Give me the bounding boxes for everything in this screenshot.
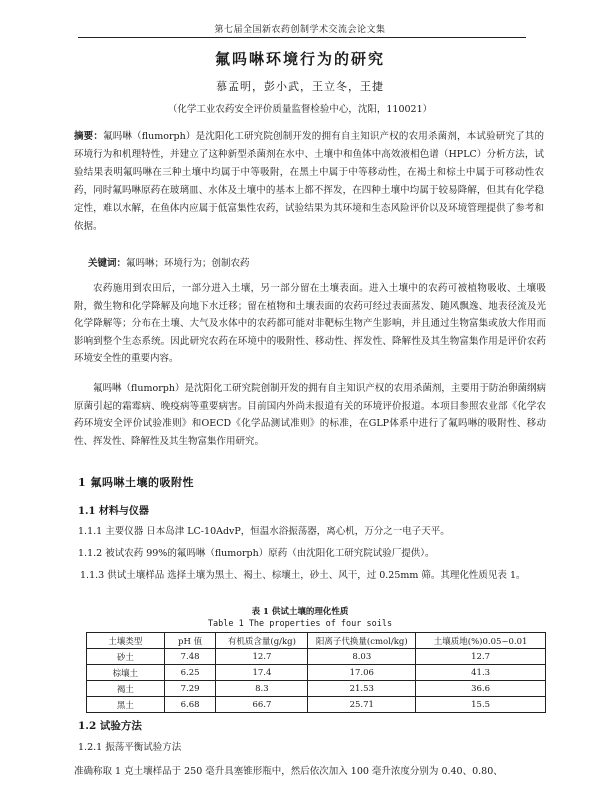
table-header-cell: 有机质含量(g/kg)	[216, 633, 308, 649]
table-caption-cn: 表 1 供试土壤的理化性质	[251, 607, 349, 617]
table-cell: 6.25	[164, 665, 216, 681]
intro-paragraph: 农药施用到农田后，一部分进入土壤，另一部分留在土壤表面。进入土壤中的农药可被植物吸收、土壤吸附，微生物和化学降解及向地下水迁移；留在植物和土壤表面的农药可经过表面蒸发、随风飘逸、地表径流及光化学降解等；分布在土壤、大气及水体中的农药都可能对非靶标生物产生影响，并且通过生物富集或放大作用而影响到整个生态系统。因此研究农药在环境中的吸附性、移动性、挥发性、降解性及其生物富集作用是评价农药环境安全性的重要内容。	[74, 283, 546, 364]
table-cell: 12.7	[216, 649, 308, 665]
table-cell: 8.3	[216, 681, 308, 697]
table-cell: 17.4	[216, 665, 308, 681]
paper-title: 氟吗啉环境行为的研究	[214, 50, 385, 68]
table-cell: 7.48	[164, 649, 216, 665]
table-header-cell: 阳离子代换量(cmol/kg)	[308, 633, 416, 649]
table-cell: 黑土	[87, 697, 165, 713]
keywords-label: 关键词：	[88, 258, 127, 269]
method-heading: 1.2.1 振荡平衡试验方法	[78, 742, 182, 753]
materials-item: 1.1.3 供试土壤样品 选择土壤为黑土、褐土、棕壤土，砂土、风干，过 0.25mm 筛。其理化性质见表 1。	[80, 570, 526, 581]
soil-properties-table	[86, 632, 546, 713]
header-rule	[78, 37, 526, 38]
table-cell: 6.68	[164, 697, 216, 713]
table-row	[87, 697, 546, 713]
table-cell: 砂土	[87, 649, 165, 665]
section-heading: 1 氟吗啉土壤的吸附性	[78, 476, 194, 489]
table-cell: 25.71	[308, 697, 416, 713]
method-paragraph: 准确称取 1 克土壤样品于 250 毫升具塞锥形瓶中，然后依次加入 100 毫升浓度分别为 0.40、0.80、	[74, 766, 503, 777]
abstract-label: 摘要：	[74, 131, 104, 142]
materials-item: 1.1.1 主要仪器 日本岛津 LC-10AdvP，恒温水浴振荡器，离心机，万分之一电子天平。	[78, 526, 450, 537]
running-header: 第七届全国新农药创制学术交流会论文集	[214, 25, 386, 35]
keywords-text: 氟吗啉；环境行为；创制农药	[126, 258, 250, 269]
table-row	[87, 649, 546, 665]
table-caption-en: Table 1 The properties of four soils	[207, 619, 393, 629]
table-cell: 15.5	[416, 697, 546, 713]
table-cell: 36.6	[416, 681, 546, 697]
table-header-row	[87, 633, 546, 649]
materials-item: 1.1.2 被试农药 99%的氟吗啉（flumorph）原药（由沈阳化工研究院试验厂提供）。	[78, 548, 435, 559]
subsection-heading: 1.2 试验方法	[78, 720, 142, 732]
keywords	[88, 255, 544, 269]
intro-paragraph: 氟吗啉（flumorph）是沈阳化工研究院创制开发的拥有自主知识产权的农用杀菌剂，主要用于防治卵菌纲病原菌引起的霜霉病、晚疫病等重要病害。目前国内外尚未报道有关的环境评价报道。本项目参照农业部《化学农药环境安全评价试验准则》和OECD《化学品测试准则》的标准，在GLP体系中进行了氟吗啉的吸附性、移动性、挥发性、降解性及其生物富集作用研究。	[74, 383, 546, 447]
table-cell: 41.3	[416, 665, 546, 681]
table-cell: 7.29	[164, 681, 216, 697]
table-cell: 褐土	[87, 681, 165, 697]
abstract	[74, 128, 544, 236]
affiliation: （化学工业农药安全评价质量监督检验中心，沈阳，110021）	[167, 104, 433, 115]
authors: 慕孟明，彭小武，王立冬，王捷	[216, 80, 384, 93]
table-cell: 12.7	[416, 649, 546, 665]
table-cell: 66.7	[216, 697, 308, 713]
table-cell: 21.53	[308, 681, 416, 697]
table-cell: 17.06	[308, 665, 416, 681]
table-row	[87, 681, 546, 697]
abstract-text: 氟吗啉（flumorph）是沈阳化工研究院创制开发的拥有自主知识产权的农用杀菌剂，本试验研究了其的环境行为和机理特性，并建立了这种新型杀菌剂在水中、土壤中和鱼体中高效液相色谱（HPLC）分析方法，试验结果表明氟吗啉在三种土壤中均属于中等吸附，在黑土中属于中等移动性，在褐土和棕土中属于可移动性农药，同时氟吗啉原药在玻璃皿、水体及土壤中的基本上都不挥发，在四种土壤中均属于较易降解，但其有化学稳定性，难以水解，在鱼体内应属于低富集性农药，试验结果为其环境和生态风险评价以及环境管理提供了参考和依据。	[74, 131, 544, 232]
table-cell: 8.03	[308, 649, 416, 665]
table-row	[87, 665, 546, 681]
table-header-cell: 土壤质地(%)0.05~0.01	[416, 633, 546, 649]
table-header-cell: 土壤类型	[87, 633, 165, 649]
table-header-cell: pH 值	[164, 633, 216, 649]
subsection-heading: 1.1 材料与仪器	[78, 506, 149, 517]
table-cell: 棕壤土	[87, 665, 165, 681]
